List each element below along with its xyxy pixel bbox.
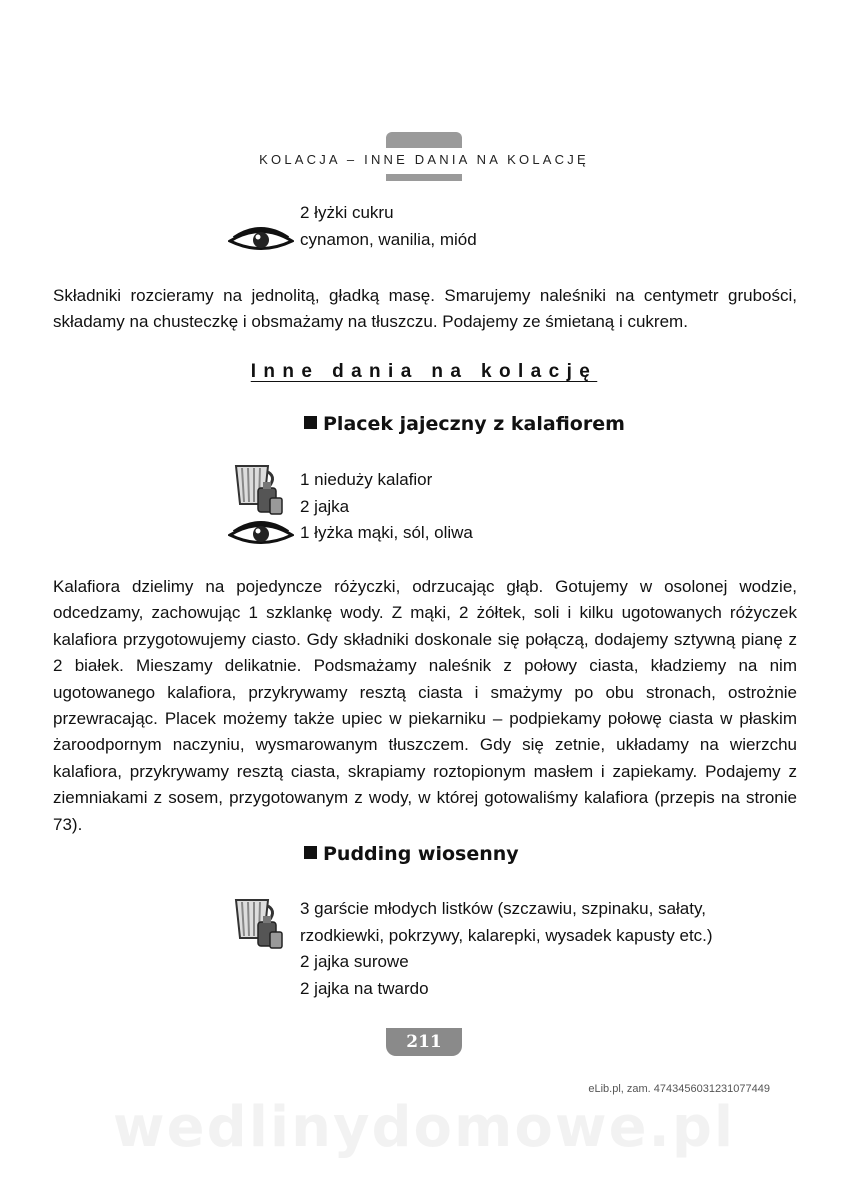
running-head: KOLACJA – INNE DANIA NA KOLACJĘ (259, 152, 589, 167)
ingredient-line: 2 jajka (300, 496, 350, 516)
ingredient-line: 2 łyżki cukru (300, 203, 394, 222)
header-bar-decoration (386, 174, 462, 181)
ingredient-line: 1 łyżka mąki, sól, oliwa (300, 523, 473, 542)
prev-instructions: Składniki rozcieramy na jednolitą, gładką masę. Smarujemy naleśniki na centymetr grubości, składamy na chusteczkę i obsmażamy na tłuszczu. Podajemy ze śmietaną i cukrem. (53, 286, 797, 332)
ingredient-line: cynamon, wanilia, miód (300, 229, 477, 249)
eye-icon (228, 226, 294, 254)
recipe-title-text: Placek jajeczny z kalafiorem (323, 413, 625, 435)
square-bullet-icon (304, 846, 317, 859)
watermark: wedlinydomowe.pl (112, 1095, 736, 1160)
ingredient-line: rzodkiewki, pokrzywy, kalarepki, wysadek kapusty etc.) (300, 925, 713, 945)
recipe-title-pudding (304, 843, 519, 865)
eye-icon (228, 520, 294, 548)
elib-order-stamp: eLib.pl, zam. 4743456031231077449 (588, 1083, 770, 1095)
page-number: 211 (386, 1028, 462, 1056)
kitchen-utensils-icon (230, 460, 286, 518)
ingredient-line: 3 garście młodych listków (szczawiu, szpinaku, sałaty, (300, 899, 706, 918)
recipe1-instructions: Kalafiora dzielimy na pojedyncze różyczki, odrzucając głąb. Gotujemy w osolonej wodzie, odcedzamy, zachowując 1 szklankę wody. Z mąki, 2 żółtek, soli i kilku ugotowanych różyczek kalafiora przygotowujemy ciasto. Gdy składniki doskonale się połączą, dodajemy sztywną pianę z 2 białek. Mieszamy delikatnie. Podsmażamy naleśnik z połowy ciasta, kładziemy na nim ugotowanego kalafiora, przykrywamy resztą ciasta i smażymy po obu stronach, ostrożnie przewracając. Placek możemy także upiec w piekarniku – podpiekamy połowę ciasta w płaskim żaroodpornym naczyniu, wysmarowanym tłuszczem. Gdy się zetnie, układamy na wierzchu kalafiora, przykrywamy resztą ciasta, skrapiamy roztopionym masłem i zapiekamy. Podajemy z ziemniakami z sosem, przygotowanym z wody, w której gotowaliśmy kalafiora (przepis na stronie 73). (53, 577, 797, 834)
ingredient-line: 2 jajka surowe (300, 952, 409, 971)
section-title: Inne dania na kolację (250, 361, 598, 382)
ingredient-line: 2 jajka na twardo (300, 978, 429, 998)
recipe-title-placek (304, 413, 625, 435)
kitchen-utensils-icon (230, 894, 286, 952)
header-tab-decoration (386, 132, 462, 148)
square-bullet-icon (304, 416, 317, 429)
ingredient-line: 1 nieduży kalafior (300, 470, 433, 489)
prev-ingredients-list (300, 200, 477, 253)
recipe2-ingredients-list (300, 896, 713, 1002)
recipe-title-text: Pudding wiosenny (323, 843, 519, 865)
recipe1-ingredients-list (300, 467, 473, 547)
